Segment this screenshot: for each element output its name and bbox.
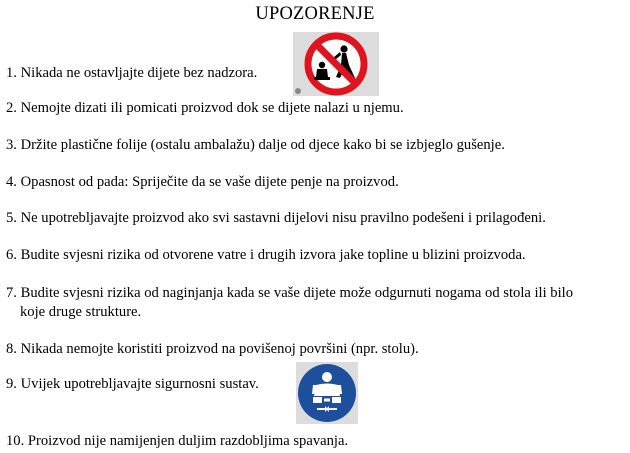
item-number: 3. — [6, 137, 17, 153]
list-item — [6, 340, 626, 359]
item-text: Držite plastične folije (ostalu ambalažu) dalje od djece kako bi se izbjeglo gušenje. — [20, 137, 505, 153]
item-number: 2. — [6, 100, 17, 116]
list-item — [6, 246, 626, 265]
list-item — [6, 432, 626, 451]
item-text: Nemojte dizati ili pomicati proizvod dok se dijete nalazi u njemu. — [20, 100, 404, 116]
page-title: UPOZORENJE — [255, 4, 375, 24]
item-text: Budite svjesni rizika od naginjanja kada se vaše dijete može odgurnuti nogama od stola ili bilo — [20, 285, 574, 301]
item-text-continued: koje druge strukture. — [20, 304, 142, 320]
item-text: Uvijek upotrebljavajte sigurnosni sustav. — [20, 376, 259, 392]
item-number: 5. — [6, 210, 17, 226]
item-number: 1. — [6, 65, 17, 81]
item-text: Proizvod nije namijenjen duljim razdobljima spavanja. — [27, 433, 349, 449]
list-item — [6, 99, 626, 118]
item-text: Nikada ne ostavljajte dijete bez nadzora. — [20, 65, 258, 81]
list-item — [6, 284, 626, 322]
item-number: 7. — [6, 285, 17, 301]
list-item — [6, 209, 626, 228]
item-text: Nikada nemojte koristiti proizvod na povišenoj površini (npr. stolu). — [20, 341, 419, 357]
item-text: Budite svjesni rizika od otvorene vatre i drugih izvora jake topline u blizini proizvoda. — [20, 247, 526, 263]
list-item — [6, 136, 626, 155]
do-not-leave-child-unattended-icon — [293, 32, 379, 96]
item-number: 9. — [6, 376, 17, 392]
item-number: 6. — [6, 247, 17, 263]
item-text: Ne upotrebljavajte proizvod ako svi sastavni dijelovi nisu pravilno podešeni i prilagođeni. — [20, 210, 546, 226]
use-safety-harness-icon — [296, 362, 358, 424]
item-number: 10. — [6, 433, 25, 449]
item-number: 8. — [6, 341, 17, 357]
list-item — [6, 173, 626, 192]
item-text: Opasnost od pada: Spriječite da se vaše dijete penje na proizvod. — [20, 174, 399, 190]
item-number: 4. — [6, 174, 17, 190]
